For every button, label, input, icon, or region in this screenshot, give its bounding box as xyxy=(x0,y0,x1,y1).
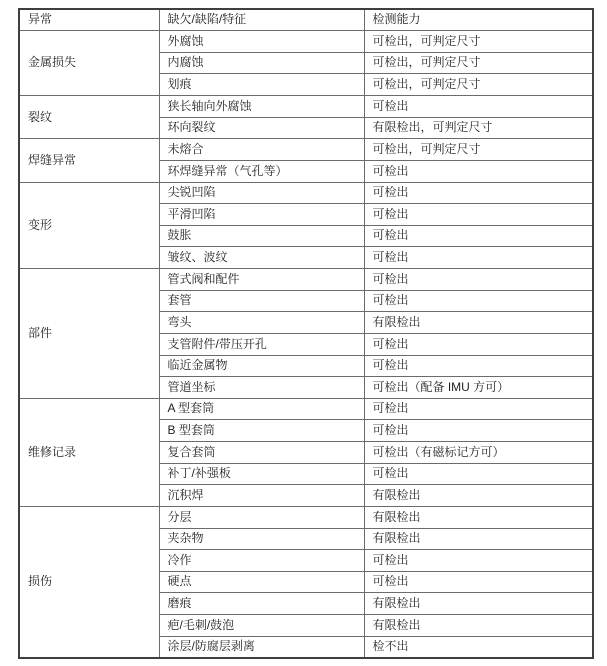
table-row xyxy=(19,31,593,53)
capability-cell: 可检出 xyxy=(364,96,593,118)
capability-cell: 可检出（配备 IMU 方可） xyxy=(364,377,593,399)
feature-cell: 夹杂物 xyxy=(159,528,364,550)
feature-cell: 涂层/防腐层剥离 xyxy=(159,636,364,658)
header-cell-defect-feature: 缺欠/缺陷/特征 xyxy=(159,9,364,31)
capability-cell: 可检出 xyxy=(364,571,593,593)
capability-cell: 有限检出 xyxy=(364,485,593,507)
feature-cell: 狭长轴向外腐蚀 xyxy=(159,96,364,118)
feature-cell: 补丁/补强板 xyxy=(159,463,364,485)
feature-cell: 临近金属物 xyxy=(159,355,364,377)
feature-cell: 管道坐标 xyxy=(159,377,364,399)
capability-cell: 可检出 xyxy=(364,225,593,247)
capability-cell: 可检出，可判定尺寸 xyxy=(364,52,593,74)
table-row xyxy=(19,269,593,291)
capability-cell: 有限检出 xyxy=(364,528,593,550)
feature-cell: 磨痕 xyxy=(159,593,364,615)
table-row xyxy=(19,398,593,420)
capability-cell: 可检出 xyxy=(364,247,593,269)
category-cell: 焊缝异常 xyxy=(19,139,159,182)
feature-cell: 硬点 xyxy=(159,571,364,593)
detection-capability-table xyxy=(18,8,594,659)
category-cell: 部件 xyxy=(19,269,159,399)
feature-cell: B 型套筒 xyxy=(159,420,364,442)
feature-cell: 支管附件/带压开孔 xyxy=(159,333,364,355)
feature-cell: 分层 xyxy=(159,506,364,528)
header-row xyxy=(19,9,593,31)
capability-cell: 有限检出，可判定尺寸 xyxy=(364,117,593,139)
feature-cell: 皱纹、波纹 xyxy=(159,247,364,269)
feature-cell: 内腐蚀 xyxy=(159,52,364,74)
table-row xyxy=(19,96,593,118)
header-cell-anomaly: 异常 xyxy=(19,9,159,31)
capability-cell: 可检出 xyxy=(364,204,593,226)
feature-cell: 套管 xyxy=(159,290,364,312)
capability-cell: 可检出 xyxy=(364,290,593,312)
header-cell-detection-capability: 检测能力 xyxy=(364,9,593,31)
feature-cell: A 型套筒 xyxy=(159,398,364,420)
feature-cell: 弯头 xyxy=(159,312,364,334)
capability-cell: 可检出，可判定尺寸 xyxy=(364,31,593,53)
capability-cell: 可检出，可判定尺寸 xyxy=(364,139,593,161)
capability-cell: 有限检出 xyxy=(364,312,593,334)
capability-cell: 可检出 xyxy=(364,355,593,377)
capability-cell: 可检出（有磁标记方可） xyxy=(364,442,593,464)
feature-cell: 环焊缝异常（气孔等） xyxy=(159,160,364,182)
capability-cell: 可检出 xyxy=(364,160,593,182)
capability-cell: 可检出 xyxy=(364,182,593,204)
category-cell: 损伤 xyxy=(19,506,159,657)
feature-cell: 平滑凹陷 xyxy=(159,204,364,226)
table-row xyxy=(19,506,593,528)
category-cell: 裂纹 xyxy=(19,96,159,139)
capability-cell: 有限检出 xyxy=(364,615,593,637)
capability-cell: 可检出 xyxy=(364,333,593,355)
capability-cell: 可检出，可判定尺寸 xyxy=(364,74,593,96)
feature-cell: 沉积焊 xyxy=(159,485,364,507)
feature-cell: 划痕 xyxy=(159,74,364,96)
category-cell: 变形 xyxy=(19,182,159,269)
capability-cell: 有限检出 xyxy=(364,593,593,615)
feature-cell: 管式阀和配件 xyxy=(159,269,364,291)
feature-cell: 尖锐凹陷 xyxy=(159,182,364,204)
table-body xyxy=(19,31,593,658)
capability-cell: 可检出 xyxy=(364,269,593,291)
feature-cell: 鼓胀 xyxy=(159,225,364,247)
feature-cell: 环向裂纹 xyxy=(159,117,364,139)
capability-cell: 可检出 xyxy=(364,398,593,420)
capability-cell: 可检出 xyxy=(364,463,593,485)
feature-cell: 复合套筒 xyxy=(159,442,364,464)
feature-cell: 疤/毛刺/鼓泡 xyxy=(159,615,364,637)
feature-cell: 冷作 xyxy=(159,550,364,572)
category-cell: 维修记录 xyxy=(19,398,159,506)
capability-cell: 可检出 xyxy=(364,550,593,572)
capability-cell: 检不出 xyxy=(364,636,593,658)
feature-cell: 外腐蚀 xyxy=(159,31,364,53)
capability-cell: 可检出 xyxy=(364,420,593,442)
capability-cell: 有限检出 xyxy=(364,506,593,528)
category-cell: 金属损失 xyxy=(19,31,159,96)
table-row xyxy=(19,182,593,204)
feature-cell: 未熔合 xyxy=(159,139,364,161)
table-row xyxy=(19,139,593,161)
